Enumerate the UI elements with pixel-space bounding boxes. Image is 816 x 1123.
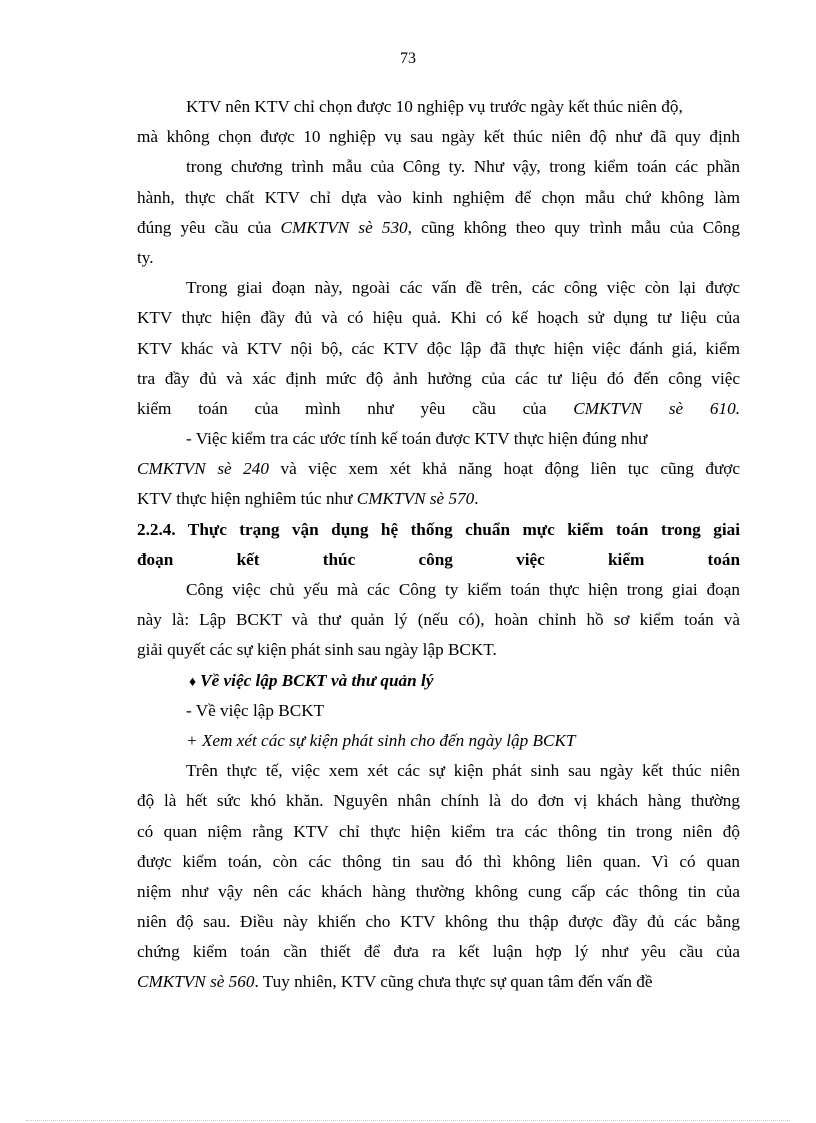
text-line: KTV nên KTV chỉ chọn được 10 nghiệp vụ trước ngày kết thúc niên độ, <box>186 97 683 116</box>
text-line: giải quyết các sự kiện phát sinh sau ngày lập BCKT. <box>137 640 497 660</box>
text-span: KTV thực hiện nghiêm túc như <box>137 489 357 509</box>
text-line: KTV khác và KTV nội bộ, các KTV độc lập đã thực hiện việc đánh giá, kiểm <box>137 338 740 358</box>
text-line: niệm như vậy nên các khách hàng thường không cung cấp các thông tin của <box>137 881 740 901</box>
text-line: được kiểm toán, còn các thông tin sau đó thì không liên quan. Vì có quan <box>137 851 740 871</box>
text-line: + Xem xét các sự kiện phát sinh cho đến ngày lập BCKT <box>186 730 576 750</box>
text-line: - Về việc lập BCKT <box>186 700 325 720</box>
text-line <box>137 484 740 514</box>
text-line: trong chương trình mẫu của Công ty. Như vậy, trong kiểm toán các phần <box>186 157 740 177</box>
text-line <box>137 454 740 484</box>
text-span: đúng yêu cầu của <box>137 217 281 237</box>
text-line: Trên thực tế, việc xem xét các sự kiện phát sinh sau ngày kết thúc niên <box>186 761 740 781</box>
text-line: mà không chọn được 10 nghiệp vụ sau ngày kết thúc niên độ như đã quy định <box>137 127 740 147</box>
text-line: độ là hết sức khó khăn. Nguyên nhân chính là do đơn vị khách hàng thường <box>137 791 740 811</box>
section-heading-continued: đoạn kết thúc công việc kiểm toán <box>137 549 740 569</box>
text-line <box>137 967 740 997</box>
text-span: . Tuy nhiên, KTV cũng chưa thực sự quan tâm đến vấn đề <box>254 972 653 992</box>
standard-reference: CMKTVN sè 570 <box>356 489 475 509</box>
text-line: KTV thực hiện đầy đủ và có hiệu quả. Khi có kế hoạch sử dụng tư liệu của <box>137 308 740 328</box>
text-line: hành, thực chất KTV chỉ dựa vào kinh nghiệm để chọn mẫu chứ không làm <box>137 187 740 207</box>
text-line: niên độ sau. Điều này khiến cho KTV không thu thập được đầy đủ các bằng <box>137 912 740 932</box>
page-number: 73 <box>400 50 416 67</box>
text-span: , cũng không theo quy trình mẫu của Công <box>407 217 740 237</box>
sub-heading-text: Về việc lập BCKT và thư quản lý <box>200 670 434 690</box>
text-span: . <box>474 489 479 509</box>
page-body <box>137 92 740 998</box>
sub-heading <box>137 666 740 696</box>
diamond-bullet-icon: ♦ <box>189 674 197 690</box>
text-line: Trong giai đoạn này, ngoài các vấn đề trên, các công việc còn lại được <box>186 278 740 298</box>
text-line: Công việc chủ yếu mà các Công ty kiểm toán thực hiện trong giai đoạn <box>186 580 740 599</box>
text-line <box>137 394 740 424</box>
text-span: kiểm toán của mình như yêu cầu của <box>137 398 574 418</box>
text-line: chứng kiểm toán cần thiết để đưa ra kết luận hợp lý như yêu cầu của <box>137 942 740 962</box>
text-line: có quan niệm rằng KTV chỉ thực hiện kiểm tra các thông tin trong niên độ <box>137 821 740 841</box>
standard-reference: CMKTVN sè 530 <box>280 217 408 237</box>
section-heading: 2.2.4. Thực trạng vận dụng hệ thống chuẩn mực kiểm toán trong giai <box>137 519 740 539</box>
page-bottom-rule <box>26 1120 790 1121</box>
standard-reference: CMKTVN sè 240 <box>137 459 269 479</box>
text-line <box>137 213 740 243</box>
text-line: - Việc kiểm tra các ước tính kế toán được KTV thực hiện đúng như <box>186 429 648 449</box>
text-line: ty. <box>137 247 154 267</box>
standard-reference: CMKTVN sè 610. <box>573 398 740 418</box>
standard-reference: CMKTVN sè 560 <box>137 972 255 992</box>
text-span: và việc xem xét khả năng hoạt động liên tục cũng được <box>268 459 740 479</box>
text-line: này là: Lập BCKT và thư quản lý (nếu có), hoàn chỉnh hồ sơ kiểm toán và <box>137 610 740 630</box>
text-line: tra đầy đủ và xác định mức độ ảnh hưởng của các tư liệu đó đến công việc <box>137 368 740 388</box>
